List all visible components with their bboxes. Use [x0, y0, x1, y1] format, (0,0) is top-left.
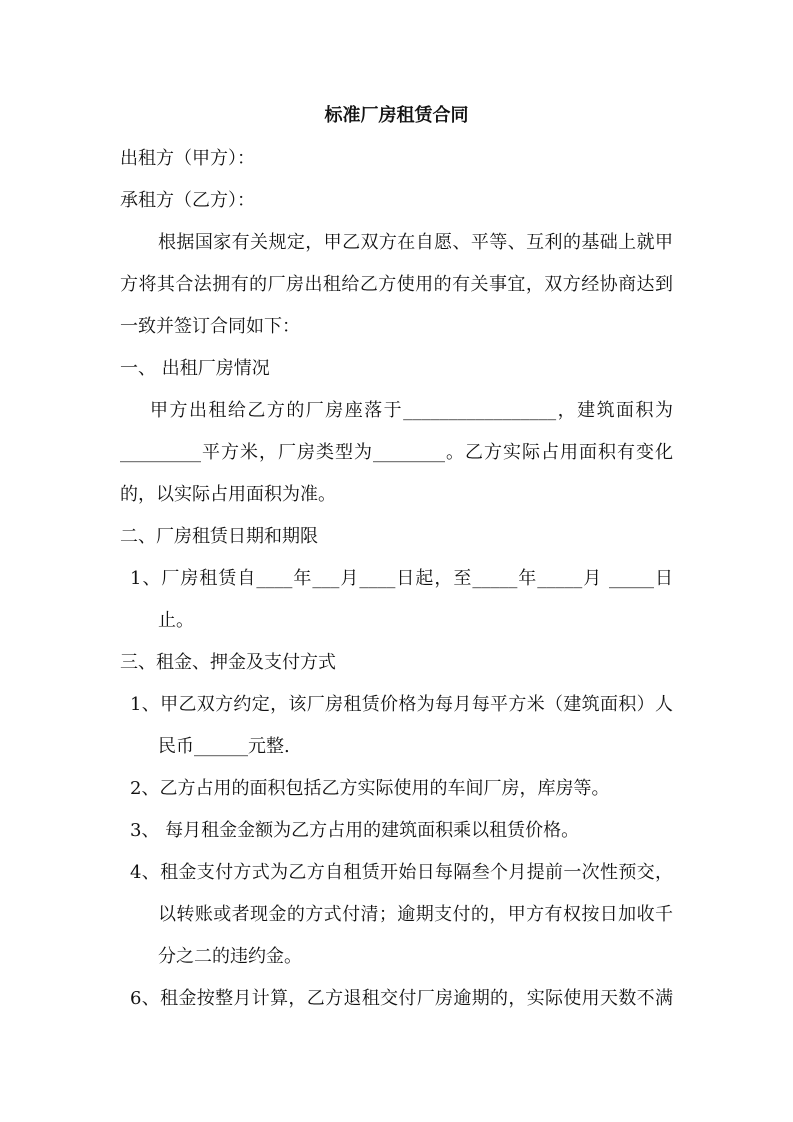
- body-line: _________平方米，厂房类型为________。乙方实际占用面积有变化: [120, 442, 673, 463]
- section-heading: 二、厂房租赁日期和期限: [120, 526, 318, 547]
- clause-line: 以转账或者现金的方式付清；逾期支付的，甲方有权按日加收千: [158, 904, 673, 925]
- clause-line: 3、 每月租金金额为乙方占用的建筑面积乘以租赁价格。: [130, 820, 580, 841]
- clause-line: 2、乙方占用的面积包括乙方实际使用的车间厂房，库房等。: [130, 778, 610, 799]
- clause-line: 民币______元整.: [158, 736, 290, 757]
- body-line: 甲方出租给乙方的厂房座落于_________________，建筑面积为: [150, 400, 673, 421]
- section-heading: 三、租金、押金及支付方式: [120, 652, 336, 673]
- preamble-line: 根据国家有关规定，甲乙双方在自愿、平等、互利的基础上就甲: [158, 232, 673, 253]
- lessor-line: 出租方（甲方）：: [120, 148, 255, 169]
- body-line: 的，以实际占用面积为准。: [120, 484, 336, 505]
- document-title: 标准厂房租赁合同: [324, 105, 469, 126]
- clause-line: 1、厂房租赁自____年___月____日起，至_____年_____月 _____日: [130, 568, 673, 589]
- clause-line: 1、甲乙双方约定，该厂房租赁价格为每月每平方米（建筑面积）人: [130, 694, 673, 715]
- clause-line: 分之二的违约金。: [158, 946, 302, 967]
- clause-line: 6、租金按整月计算，乙方退租交付厂房逾期的，实际使用天数不满: [130, 988, 673, 1009]
- preamble-line: 一致并签订合同如下：: [120, 316, 300, 337]
- section-heading: 一、 出租厂房情况: [120, 358, 270, 379]
- lessee-line: 承租方（乙方）：: [120, 190, 255, 211]
- clause-line: 止。: [158, 610, 194, 631]
- clause-line: 4、租金支付方式为乙方自租赁开始日每隔叁个月提前一次性预交，: [130, 862, 673, 883]
- preamble-line: 方将其合法拥有的厂房出租给乙方使用的有关事宜，双方经协商达到: [120, 274, 673, 295]
